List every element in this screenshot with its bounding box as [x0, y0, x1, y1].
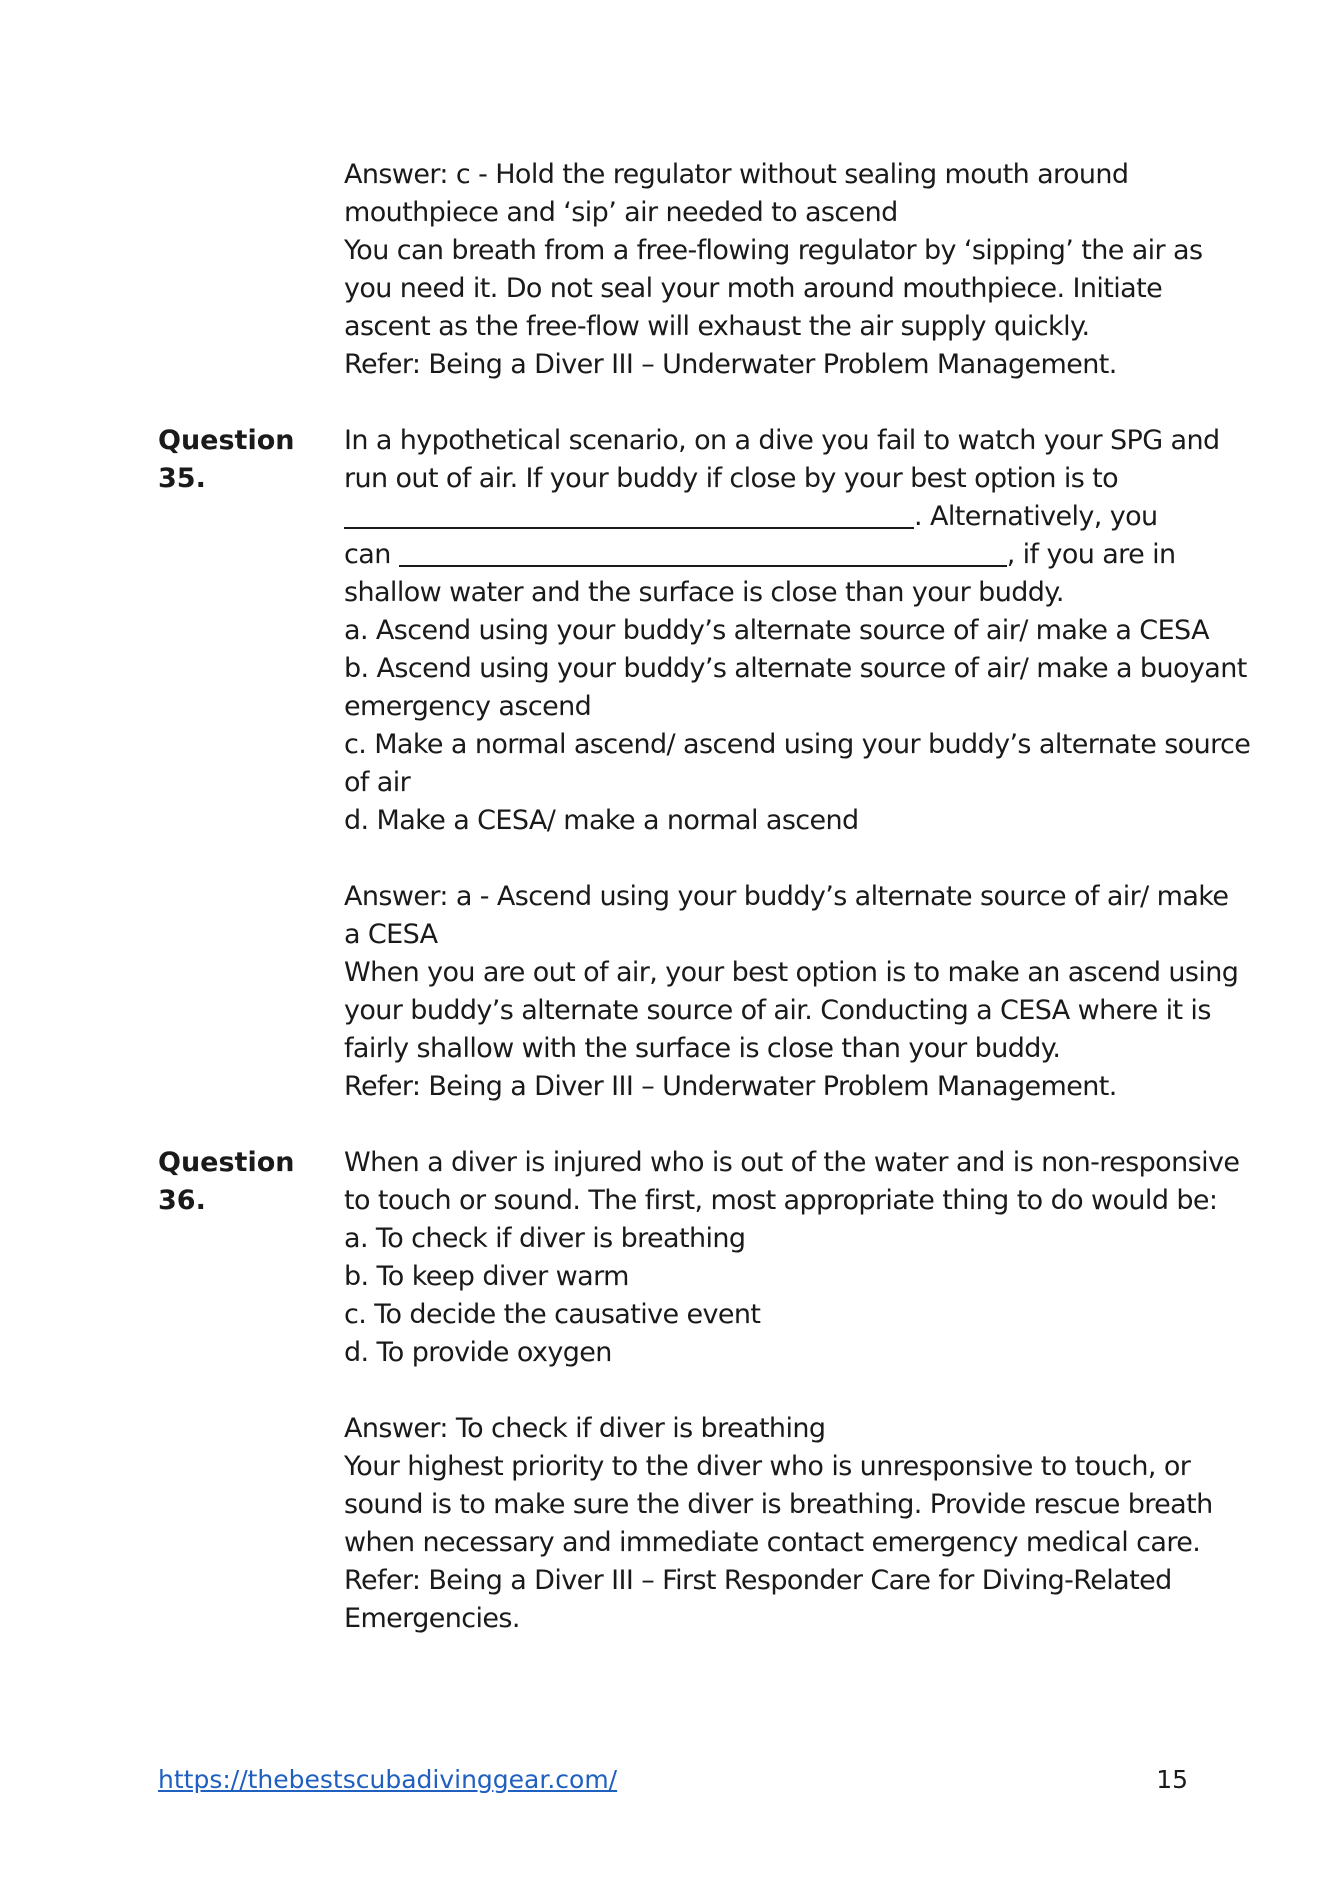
- question-stem-line: run out of air. If your buddy if close by your best option is to: [344, 463, 1119, 494]
- option-c: c. Make a normal ascend/ ascend using your buddy’s alternate source: [344, 729, 1251, 760]
- question-label: Question 35.: [158, 425, 295, 494]
- option-b-continued: emergency ascend: [344, 691, 592, 722]
- reference-line: Emergencies.: [344, 1603, 520, 1634]
- reference-line: Refer: Being a Diver III – Underwater Problem Management.: [344, 349, 1117, 380]
- option-c: c. To decide the causative event: [344, 1299, 761, 1330]
- question-stem-line: In a hypothetical scenario, on a dive you fail to watch your SPG and: [344, 425, 1220, 456]
- previous-answer-block: [158, 156, 1203, 384]
- explanation-line: sound is to make sure the diver is breathing. Provide rescue breath: [344, 1489, 1213, 1520]
- option-a: a. To check if diver is breathing: [344, 1223, 746, 1254]
- reference-line: Refer: Being a Diver III – First Responder Care for Diving-Related: [344, 1565, 1172, 1596]
- answer-line: a CESA: [344, 919, 438, 950]
- option-b: b. To keep diver warm: [344, 1261, 629, 1292]
- answer-line: Answer: c - Hold the regulator without sealing mouth around: [344, 159, 1129, 190]
- explanation-line: You can breath from a free-flowing regulator by ‘sipping’ the air as: [344, 235, 1203, 266]
- question-35-block: [158, 422, 1251, 1106]
- explanation-line: Your highest priority to the diver who is unresponsive to touch, or: [344, 1451, 1191, 1482]
- explanation-line: your buddy’s alternate source of air. Conducting a CESA where it is: [344, 995, 1211, 1026]
- question-stem-line: to touch or sound. The first, most appropriate thing to do would be:: [344, 1185, 1218, 1216]
- answer-line: Answer: a - Ascend using your buddy’s alternate source of air/ make: [344, 881, 1229, 912]
- fill-in-blank: [344, 501, 914, 529]
- page-footer: [158, 1763, 1188, 1797]
- option-a: a. Ascend using your buddy’s alternate source of air/ make a CESA: [344, 615, 1209, 646]
- option-d: d. To provide oxygen: [344, 1337, 612, 1368]
- option-c-continued: of air: [344, 767, 411, 798]
- fill-in-blank: [399, 539, 1007, 567]
- page-number: 15: [1156, 1765, 1188, 1794]
- explanation-line: When you are out of air, your best option is to make an ascend using: [344, 957, 1239, 988]
- footer-website-link[interactable]: https://thebestscubadivinggear.com/: [158, 1765, 618, 1794]
- explanation-line: ascent as the free-flow will exhaust the air supply quickly.: [344, 311, 1090, 342]
- option-b: b. Ascend using your buddy’s alternate source of air/ make a buoyant: [344, 653, 1247, 684]
- answer-line: Answer: To check if diver is breathing: [344, 1413, 826, 1444]
- answer-line: mouthpiece and ‘sip’ air needed to ascend: [344, 197, 898, 228]
- question-stem-line: . Alternatively, you: [344, 498, 1188, 536]
- explanation-line: fairly shallow with the surface is close than your buddy.: [344, 1033, 1061, 1064]
- page-content: [158, 156, 1251, 1638]
- explanation-line: when necessary and immediate contact emergency medical care.: [344, 1527, 1201, 1558]
- question-36-block: [158, 1144, 1240, 1638]
- question-label: Question 36.: [158, 1147, 295, 1216]
- question-stem-line: shallow water and the surface is close than your buddy.: [344, 577, 1064, 608]
- explanation-line: you need it. Do not seal your moth around mouthpiece. Initiate: [344, 273, 1163, 304]
- question-stem-line: can , if you are in: [344, 539, 1176, 570]
- option-d: d. Make a CESA/ make a normal ascend: [344, 805, 859, 836]
- question-stem-line: When a diver is injured who is out of the water and is non-responsive: [344, 1147, 1240, 1178]
- reference-line: Refer: Being a Diver III – Underwater Problem Management.: [344, 1071, 1117, 1102]
